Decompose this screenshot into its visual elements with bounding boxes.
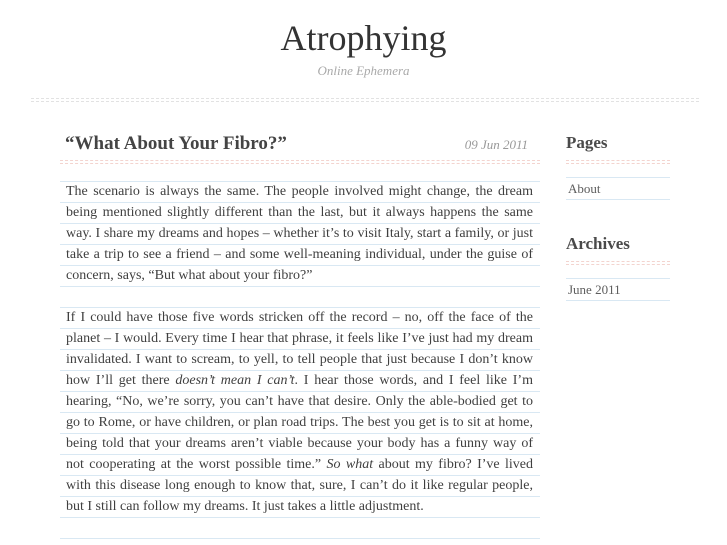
sidebar <box>566 132 670 301</box>
post-date: 09 Jun 2011 <box>464 137 528 152</box>
site-header <box>0 0 727 79</box>
content <box>60 132 727 544</box>
sidebar-pages-list <box>566 177 670 200</box>
post-title-divider <box>60 160 540 164</box>
sidebar-heading-pages: Pages <box>566 133 608 152</box>
post-header <box>60 132 540 155</box>
emphasized-text: doesn’t mean I can’t <box>175 373 295 388</box>
header-divider <box>31 98 699 102</box>
sidebar-link-about[interactable]: About <box>566 177 670 200</box>
sidebar-archives-list <box>566 278 670 301</box>
site-subtitle: Online Ephemera <box>317 63 410 78</box>
emphasized-text: So what <box>326 457 374 472</box>
sidebar-heading-archives: Archives <box>566 234 630 253</box>
text-run: about my fibro? I’ve lived with this disease long enough to know that, sure, I can’t do it like regular people, but I still can follow my dreams. It just takes a little adjustment. <box>66 457 534 514</box>
sidebar-pages-divider <box>566 160 670 164</box>
post <box>60 132 540 544</box>
site-title[interactable]: Atrophying <box>280 18 447 58</box>
post-paragraph <box>66 181 533 286</box>
post-paragraph <box>66 307 533 517</box>
post-title[interactable]: “What About Your Fibro?” <box>65 133 287 154</box>
sidebar-section-pages <box>566 132 670 200</box>
post-body <box>60 181 540 544</box>
sidebar-link-june-2011[interactable]: June 2011 <box>566 278 670 301</box>
text-run: The scenario is always the same. The people involved might change, the dream being mentioned slightly different than the last, but it always happens the same way. I share my dreams and hopes – whether it’s to visit Italy, start a family, or just take a trip to see a friend – and some well-meaning individual, under the guise of concern, says, “But what about your fibro?” <box>66 184 533 283</box>
text-run: If I could have those five words stricken off the record – no, off the face of the planet – I would. Every time I hear that phrase, it feels like I’ve just had my dream invalidated. I want to scream, to yell, to tell people that just because I don’t know how I’ll get there <box>66 310 533 388</box>
sidebar-section-archives <box>566 233 670 301</box>
sidebar-archives-divider <box>566 261 670 265</box>
text-run: . I hear those words, and I feel like I’m hearing, “No, we’re sorry, you can’t have that desire. Only the able-bodied get to go to Rome, or have children, or plan road trips. The best you get is to sit at home, being told that your dreams aren’t viable because your body has a funny way of not cooperating at the worst possible time.” <box>66 373 533 472</box>
